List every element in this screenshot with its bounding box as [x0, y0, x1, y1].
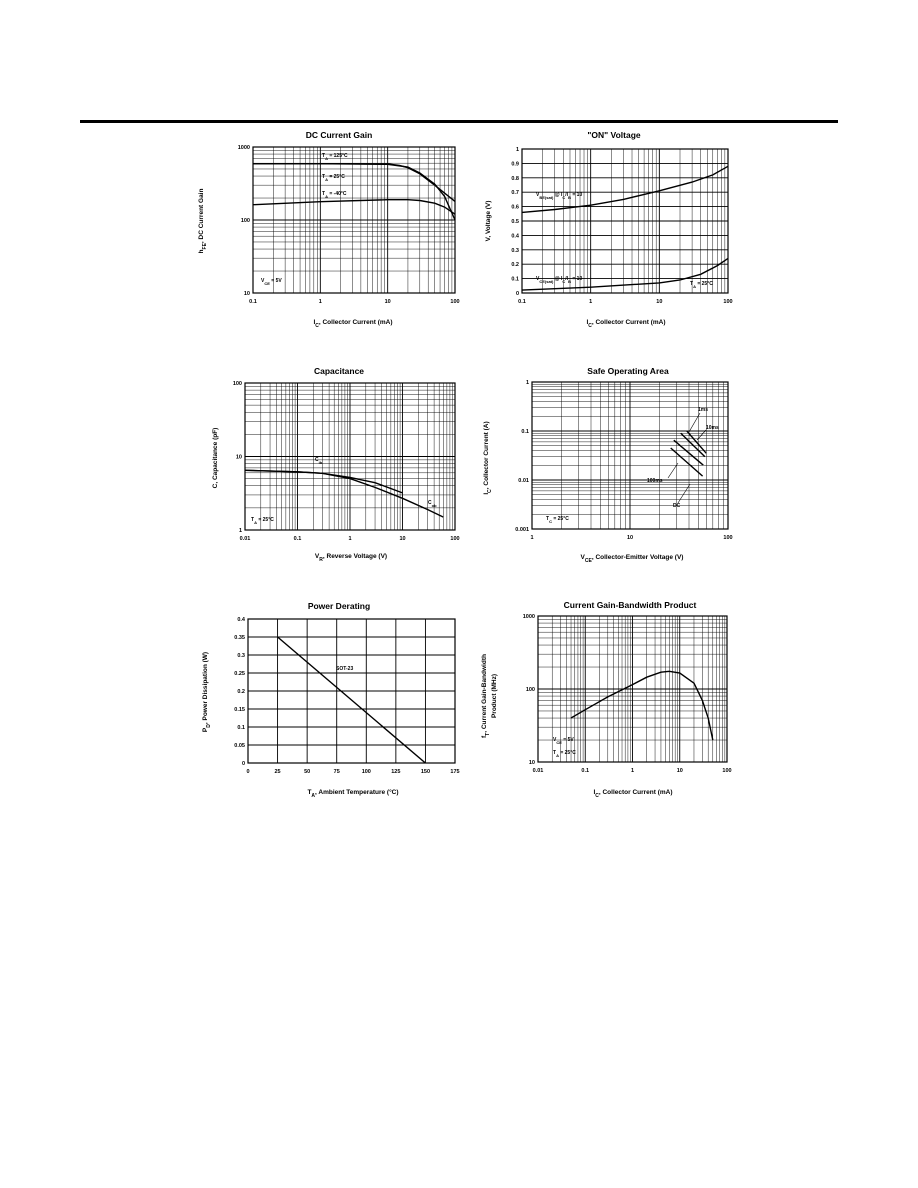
x-axis-label: $V_{CE}$, Collector-Emitter Voltage (V) — [580, 554, 684, 564]
x-tick-label: 25 — [274, 769, 281, 775]
condition-tc: $T_C = 25^\circ C$ — [546, 516, 569, 524]
x-tick-label: 1 — [589, 299, 593, 305]
power-derating-chart — [195, 596, 485, 806]
series-line-0 — [253, 164, 455, 202]
on-voltage-svg — [480, 125, 750, 335]
y-axis-label: C, Capacitance (pF) — [212, 427, 219, 489]
y-axis-label-line1: $f_T$, Current Gain-Bandwidth — [481, 654, 491, 738]
chart-title: Power Derating — [307, 601, 371, 611]
series-line-3 — [671, 448, 703, 476]
series-label-1ms: 1ms — [698, 407, 709, 413]
x-axis-label: $V_R$, Reverse Voltage (V) — [314, 553, 388, 563]
chart-title: Capacitance — [313, 366, 365, 376]
x-tick-label: 125 — [391, 769, 401, 775]
y-tick-label: 1 — [525, 380, 529, 386]
y-tick-label: 1000 — [522, 614, 535, 620]
x-tick-label: 10 — [676, 768, 683, 774]
condition-ta: $T_A = 25^\circ C$ — [690, 281, 713, 289]
y-tick-label: 0.4 — [511, 233, 519, 240]
y-tick-label: 0.15 — [234, 707, 245, 713]
x-tick-label: 100 — [361, 769, 371, 775]
x-tick-label: 10 — [626, 535, 634, 541]
y-tick-label: 0.2 — [237, 689, 245, 695]
x-tick-label: 1 — [530, 535, 534, 541]
x-tick-label: 100 — [723, 535, 733, 541]
y-tick-label: 10 — [243, 291, 250, 297]
series-label-cob: $C_{ob}$ — [428, 500, 437, 508]
condition-vce: $V_{CE} = 5V$ — [553, 737, 574, 745]
series-label-25c: $T_A = 25^\circ C$ — [322, 174, 345, 182]
y-axis-label: $I_C$, Collector Current (A) — [483, 421, 493, 495]
x-tick-label: 0.1 — [581, 768, 590, 774]
x-axis-label: $T_A$, Ambient Temperature (°C) — [307, 789, 399, 799]
x-tick-label: 10 — [656, 299, 663, 305]
x-tick-label: 0 — [246, 769, 250, 775]
series-label-100ms: 100ms — [647, 478, 663, 484]
y-tick-label: 0.1 — [521, 429, 529, 435]
chart-title: DC Current Gain — [305, 130, 373, 140]
y-tick-label: 1000 — [237, 145, 250, 151]
x-tick-label: 100 — [450, 299, 460, 305]
x-tick-label: 0.1 — [518, 299, 526, 305]
x-tick-label: 10 — [399, 536, 406, 542]
x-tick-label: 0.01 — [239, 536, 251, 542]
series-label-vce: $V_{CE(sat)}$ @ $I_C/I_B = 10$ — [536, 276, 583, 284]
series-line-2 — [253, 200, 455, 215]
series-line-0 — [571, 671, 713, 740]
y-tick-label: 0.9 — [511, 161, 519, 168]
y-tick-label: 0.2 — [511, 262, 519, 269]
series-line-1 — [245, 470, 443, 517]
y-tick-label: 1 — [238, 528, 242, 534]
safe-operating-area-svg — [480, 362, 750, 572]
x-tick-label: 1 — [348, 536, 352, 542]
y-tick-label: 0.5 — [511, 219, 519, 225]
series-line-0 — [522, 166, 728, 212]
x-tick-label: 100 — [722, 768, 732, 774]
y-tick-label: 0.8 — [511, 175, 519, 182]
y-tick-label: 0.7 — [511, 190, 519, 197]
x-tick-label: 100 — [450, 536, 460, 542]
series-label-10ms: 10ms — [706, 425, 719, 431]
condition-vce: $V_{CE} = 5V$ — [261, 278, 282, 286]
x-tick-label: 0.1 — [249, 299, 257, 305]
leader-dc — [678, 484, 690, 503]
y-tick-label: 0.35 — [234, 635, 245, 641]
x-tick-label: 1 — [318, 299, 322, 305]
condition-ta: $T_A = 25^\circ C$ — [553, 750, 576, 758]
y-tick-label: 1 — [515, 147, 519, 153]
header-rule — [80, 120, 838, 123]
y-tick-label: 0.4 — [237, 617, 245, 623]
x-tick-label: 10 — [384, 299, 391, 305]
series-label-sot23: SOT-23 — [336, 666, 354, 672]
y-tick-label: 0.3 — [237, 653, 245, 659]
y-tick-label: 0 — [241, 761, 245, 767]
series-label-125c: $T_A = 125^\circ C$ — [322, 153, 348, 161]
x-axis-label: $I_C$, Collector Current (mA) — [586, 319, 666, 329]
x-tick-label: 1 — [630, 768, 635, 774]
dc-current-gain-svg — [195, 125, 485, 335]
x-tick-label: 50 — [304, 769, 311, 775]
chart-title: "ON" Voltage — [587, 130, 641, 140]
series-line-1 — [681, 433, 705, 456]
series-label-minus40c: $T_A = -40^\circ C$ — [322, 191, 347, 199]
x-tick-label: 0.1 — [293, 536, 302, 542]
y-axis-label: V, Voltage (V) — [485, 200, 492, 242]
gain-bandwidth-chart — [478, 596, 750, 806]
x-tick-label: 0.01 — [532, 768, 544, 774]
series-label-vbe: $V_{BE(sat)}$ @ $I_C/I_B = 10$ — [536, 192, 583, 200]
capacitance-chart — [205, 362, 475, 572]
x-tick-label: 150 — [420, 769, 431, 775]
y-tick-label: 0.6 — [511, 204, 519, 211]
y-tick-label: 100 — [240, 218, 250, 224]
y-tick-label: 100 — [232, 381, 242, 387]
chart-title: Current Gain-Bandwidth Product — [563, 600, 697, 610]
x-axis-label: $I_C$, Collector Current (mA) — [593, 789, 673, 799]
y-axis-label: $h_{FE}$, DC Current Gain — [198, 188, 208, 254]
y-tick-label: 0.1 — [237, 725, 245, 731]
capacitance-svg — [205, 362, 475, 572]
condition-ta: $T_A = 25^\circ C$ — [251, 517, 274, 525]
y-tick-label: 0.05 — [234, 743, 245, 749]
power-derating-svg — [195, 596, 485, 806]
safe-operating-area-chart — [480, 362, 750, 572]
x-tick-label: 75 — [333, 769, 340, 775]
x-tick-label: 100 — [723, 299, 733, 305]
y-axis-label: $P_D$, Power Dissipation (W) — [202, 651, 212, 733]
gain-bandwidth-svg — [478, 596, 750, 806]
y-tick-label: 0.3 — [511, 247, 519, 254]
dc-current-gain-chart — [195, 125, 485, 335]
on-voltage-chart — [480, 125, 750, 335]
y-tick-label: 10 — [235, 454, 242, 461]
y-tick-label: 0.1 — [511, 276, 519, 283]
y-tick-label: 10 — [528, 760, 535, 766]
series-line-0 — [278, 637, 426, 763]
y-tick-label: 0.25 — [234, 671, 245, 677]
y-axis-label-line2: Product (MHz) — [491, 673, 498, 719]
series-line-1 — [253, 164, 455, 220]
chart-title: Safe Operating Area — [587, 366, 669, 376]
y-tick-label: 0 — [515, 291, 519, 297]
x-tick-label: 175 — [450, 769, 460, 775]
series-label-dc: DC — [673, 503, 681, 509]
y-tick-label: 0.01 — [518, 478, 529, 484]
x-axis-label: $I_C$, Collector Current (mA) — [313, 319, 393, 329]
y-tick-label: 0.001 — [515, 527, 529, 533]
series-label-cib: $C_{ib}$ — [315, 457, 323, 465]
y-tick-label: 100 — [525, 687, 535, 693]
